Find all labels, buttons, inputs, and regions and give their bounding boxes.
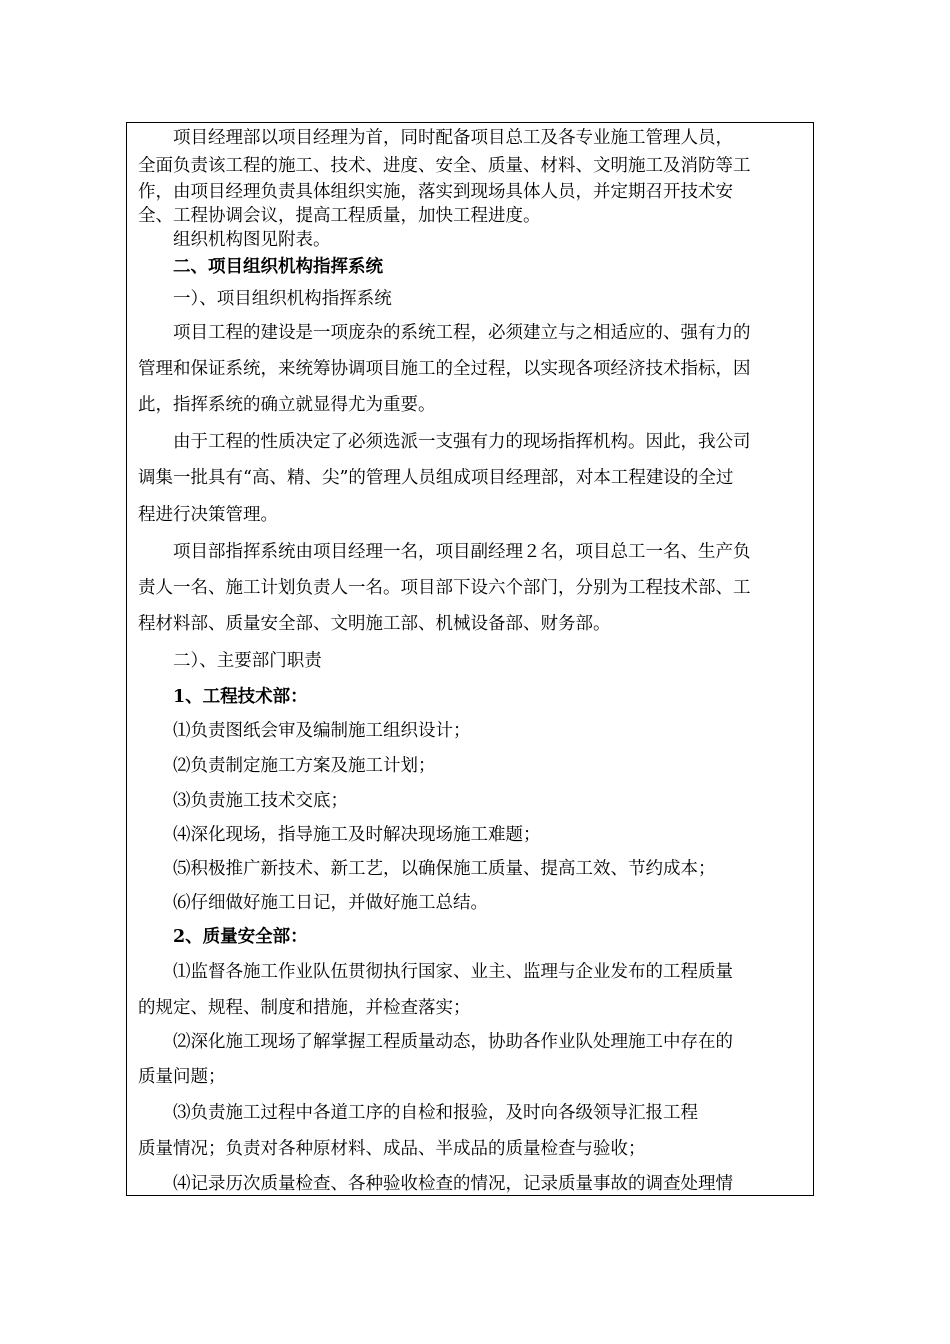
department-heading: 1、工程技术部： [138, 687, 308, 707]
text-line: 调集一批具有“高、精、尖”的管理人员组成项目经理部，对本工程建设的全过 [138, 468, 734, 488]
subsection-heading: 二）、主要部门职责 [138, 651, 322, 671]
list-item: ⑷记录历次质量检查、各种验收检查的情况，记录质量事故的调查处理情 [138, 1174, 733, 1194]
text-line: 的规定、规程、制度和措施，并检查落实； [138, 998, 471, 1018]
list-item: ⑶负责施工技术交底； [138, 791, 348, 811]
text-line: 责人一名、施工计划负责人一名。项目部下设六个部门，分别为工程技术部、工 [138, 578, 751, 598]
list-item: ⑸积极推广新技术、新工艺，以确保施工质量、提高工效、节约成本； [138, 859, 716, 879]
text-line: 项目部指挥系统由项目经理一名，项目副经理２名，项目总工一名、生产负 [138, 542, 751, 562]
list-item: ⑶负责施工过程中各道工序的自检和报验，及时向各级领导汇报工程 [138, 1103, 698, 1123]
list-item: ⑴负责图纸会审及编制施工组织设计； [138, 721, 471, 741]
text-line: 管理和保证系统，来统筹协调项目施工的全过程，以实现各项经济技术指标，因 [138, 359, 751, 379]
subsection-heading: 一）、项目组织机构指挥系统 [138, 289, 392, 309]
text-line: 项目经理部以项目经理为首，同时配备项目总工及各专业施工管理人员， [138, 128, 733, 148]
text-line: 作，由项目经理负责具体组织实施，落实到现场具体人员，并定期召开技术安 [138, 182, 733, 202]
list-item: ⑴监督各施工作业队伍贯彻执行国家、业主、监理与企业发布的工程质量 [138, 962, 733, 982]
department-heading: 2、质量安全部： [138, 927, 308, 947]
text-line: 此，指挥系统的确立就显得尤为重要。 [138, 395, 436, 415]
list-item: ⑵深化施工现场了解掌握工程质量动态，协助各作业队处理施工中存在的 [138, 1032, 733, 1052]
list-item: ⑵负责制定施工方案及施工计划； [138, 756, 436, 776]
text-line: 程进行决策管理。 [138, 505, 278, 525]
section-heading: 二、项目组织机构指挥系统 [138, 257, 383, 277]
list-item: ⑹仔细做好施工日记，并做好施工总结。 [138, 893, 488, 913]
text-line: 全、工程协调会议，提高工程质量，加快工程进度。 [138, 206, 541, 226]
text-line: 程材料部、质量安全部、文明施工部、机械设备部、财务部。 [138, 614, 611, 634]
text-line: 质量问题； [138, 1067, 226, 1087]
text-line: 质量情况；负责对各种原材料、成品、半成品的质量检查与验收； [138, 1139, 646, 1159]
text-line: 由于工程的性质决定了必须选派一支强有力的现场指挥机构。因此，我公司 [138, 432, 751, 452]
text-line: 项目工程的建设是一项庞杂的系统工程，必须建立与之相适应的、强有力的 [138, 323, 751, 343]
text-line: 全面负责该工程的施工、技术、进度、安全、质量、材料、文明施工及消防等工 [138, 156, 751, 176]
text-line: 组织机构图见附表。 [138, 230, 331, 250]
list-item: ⑷深化现场，指导施工及时解决现场施工难题； [138, 825, 541, 845]
